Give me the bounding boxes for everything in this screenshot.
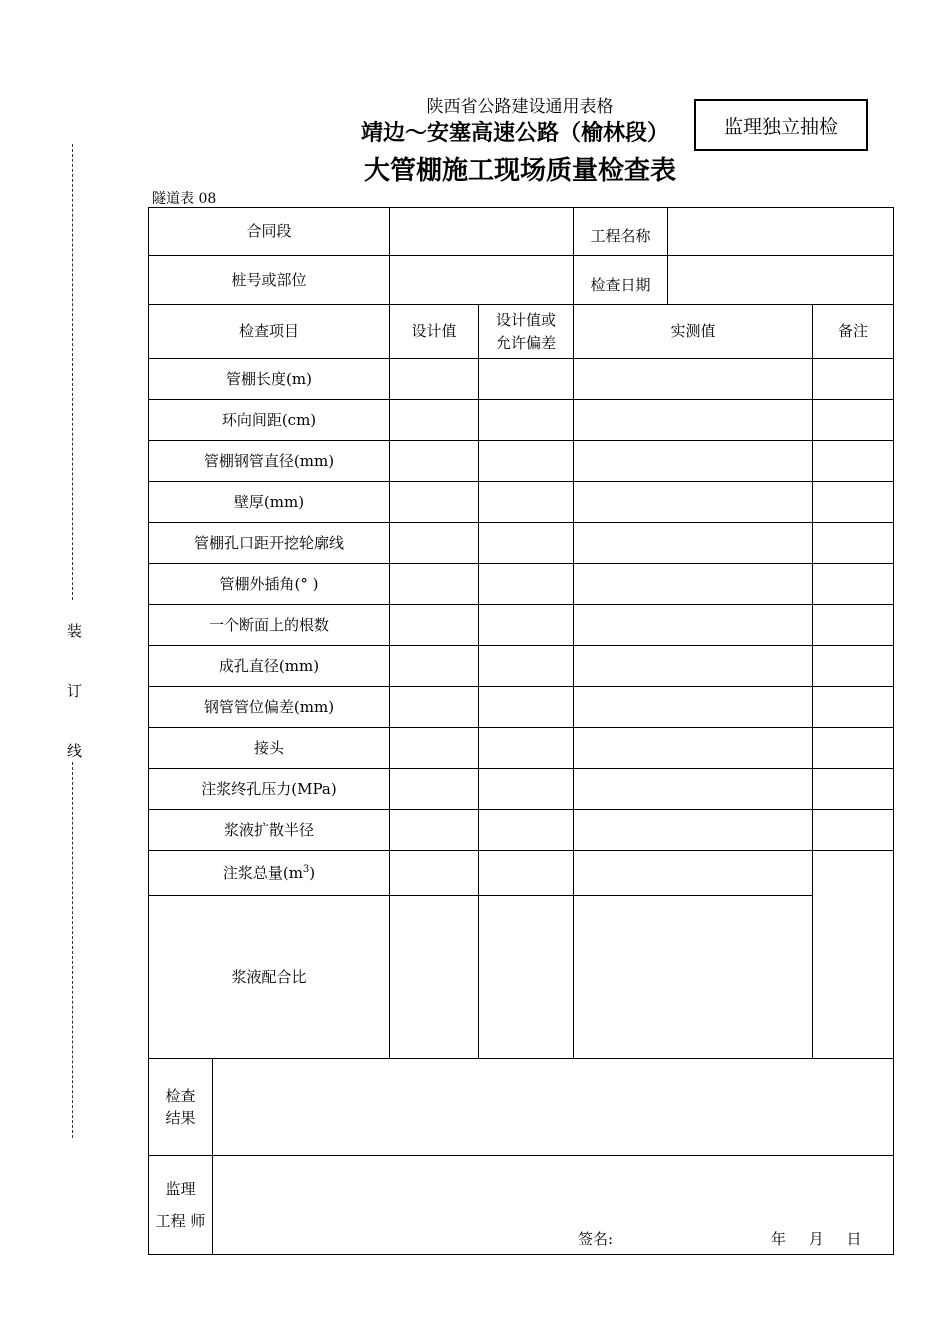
grout-volume-tail: ) (309, 863, 316, 882)
tolerance-cell[interactable] (479, 605, 574, 646)
tolerance-line-2: 允许偏差 (496, 333, 557, 352)
design-value-cell[interactable] (390, 810, 479, 851)
form-number: 隧道表 08 (152, 191, 217, 207)
supervision-stamp: 监理独立抽检 (694, 99, 868, 151)
table-row (149, 810, 894, 851)
item-label: 管棚孔口距开挖轮廓线 (149, 523, 390, 564)
design-value-cell[interactable] (390, 605, 479, 646)
grout-volume-row (149, 851, 894, 896)
measured-cell[interactable] (574, 482, 813, 523)
form-title: 大管棚施工现场质量检查表 (363, 156, 676, 186)
form-issuer: 陕西省公路建设通用表格 (426, 97, 614, 117)
tolerance-cell[interactable] (479, 523, 574, 564)
result-label (149, 1059, 213, 1156)
table-row (149, 728, 894, 769)
table-row (149, 523, 894, 564)
signature-label: 签名: (578, 1229, 614, 1248)
station-field[interactable] (390, 256, 574, 305)
item-label: 环向间距(cm) (149, 400, 390, 441)
item-label: 注浆终孔压力(MPa) (149, 769, 390, 810)
grout-ratio-label: 浆液配合比 (149, 896, 390, 1059)
tolerance-cell[interactable] (479, 482, 574, 523)
table-row (149, 400, 894, 441)
remarks-cell[interactable] (813, 769, 894, 810)
measured-cell[interactable] (574, 359, 813, 400)
binding-char-2: 订 (67, 682, 83, 700)
remarks-cell[interactable] (813, 400, 894, 441)
contract-section-field[interactable] (390, 208, 574, 256)
inspection-table (148, 207, 894, 1255)
remarks-cell[interactable] (813, 605, 894, 646)
binding-char-1: 装 (67, 622, 83, 640)
remarks-cell[interactable] (813, 482, 894, 523)
measured-cell[interactable] (574, 810, 813, 851)
remarks-cell[interactable] (813, 646, 894, 687)
measured-cell[interactable] (574, 896, 813, 1059)
measured-cell[interactable] (574, 564, 813, 605)
grout-volume-sup: 3 (302, 863, 310, 875)
contract-row (149, 208, 894, 256)
col-item-header: 检查项目 (149, 305, 390, 359)
design-value-cell[interactable] (390, 400, 479, 441)
design-value-cell[interactable] (390, 896, 479, 1059)
project-name-label: 工程名称 (574, 208, 668, 255)
measured-cell[interactable] (574, 687, 813, 728)
column-header-row (149, 305, 894, 359)
project-name-field[interactable] (668, 208, 893, 255)
design-value-cell[interactable] (390, 441, 479, 482)
tolerance-cell[interactable] (479, 359, 574, 400)
supervisor-label-line-1: 监理 (165, 1179, 196, 1198)
measured-cell[interactable] (574, 605, 813, 646)
design-value-cell[interactable] (390, 769, 479, 810)
measured-cell[interactable] (574, 523, 813, 564)
measured-cell[interactable] (574, 851, 813, 896)
project-title: 靖边～安塞高速公路（榆林段） (360, 121, 669, 146)
measured-cell[interactable] (574, 646, 813, 687)
result-row (149, 1059, 894, 1156)
tolerance-cell[interactable] (479, 769, 574, 810)
grout-ratio-row (149, 896, 894, 1059)
measured-cell[interactable] (574, 441, 813, 482)
design-value-cell[interactable] (390, 482, 479, 523)
design-value-cell[interactable] (390, 523, 479, 564)
col-design-value-header: 设计值 (390, 305, 479, 359)
item-label: 一个断面上的根数 (149, 605, 390, 646)
supervisor-signature-area[interactable] (213, 1156, 894, 1255)
remarks-cell[interactable] (813, 564, 894, 605)
table-row (149, 359, 894, 400)
item-label: 浆液扩散半径 (149, 810, 390, 851)
table-row (149, 564, 894, 605)
tolerance-cell[interactable] (479, 441, 574, 482)
design-value-cell[interactable] (390, 687, 479, 728)
design-value-cell[interactable] (390, 359, 479, 400)
tolerance-cell[interactable] (479, 851, 574, 896)
measured-cell[interactable] (574, 400, 813, 441)
tolerance-cell[interactable] (479, 646, 574, 687)
measured-cell[interactable] (574, 728, 813, 769)
tolerance-cell[interactable] (479, 687, 574, 728)
remarks-cell[interactable] (813, 359, 894, 400)
binding-line-top (72, 144, 73, 600)
item-label: 钢管管位偏差(mm) (149, 687, 390, 728)
tolerance-cell[interactable] (479, 400, 574, 441)
tolerance-cell[interactable] (479, 728, 574, 769)
grout-volume-text: 注浆总量(m (222, 863, 303, 882)
item-label: 接头 (149, 728, 390, 769)
col-remarks-header: 备注 (813, 305, 894, 359)
item-label: 成孔直径(mm) (149, 646, 390, 687)
col-measured-header: 实测值 (574, 305, 813, 359)
supervisor-label-line-2: 工程 师 (155, 1212, 206, 1230)
col-tolerance-header (479, 305, 574, 359)
result-field[interactable] (213, 1059, 894, 1156)
check-date-field[interactable] (668, 256, 893, 304)
remarks-cell[interactable] (813, 687, 894, 728)
table-row (149, 769, 894, 810)
design-value-cell[interactable] (390, 564, 479, 605)
remarks-merged-cell[interactable] (813, 851, 894, 1059)
item-label: 管棚外插角(° ) (149, 564, 390, 605)
station-row (149, 256, 894, 305)
supervisor-label (149, 1156, 213, 1255)
contract-section-label: 合同段 (149, 208, 390, 256)
table-row (149, 605, 894, 646)
design-value-cell[interactable] (390, 728, 479, 769)
supervisor-row (149, 1156, 894, 1255)
tolerance-cell[interactable] (479, 564, 574, 605)
grout-volume-label (149, 851, 390, 896)
binding-line-bottom (72, 762, 73, 1138)
remarks-cell[interactable] (813, 441, 894, 482)
check-date-label: 检查日期 (574, 256, 668, 304)
result-label-line-2: 结果 (165, 1109, 196, 1127)
station-label: 桩号或部位 (149, 256, 390, 305)
table-row (149, 482, 894, 523)
table-row (149, 646, 894, 687)
table-row (149, 441, 894, 482)
signature-date: 年 月 日 (771, 1229, 862, 1248)
table-row (149, 687, 894, 728)
item-label: 管棚长度(m) (149, 359, 390, 400)
remarks-cell[interactable] (813, 728, 894, 769)
remarks-cell[interactable] (813, 523, 894, 564)
item-label: 管棚钢管直径(mm) (149, 441, 390, 482)
item-label: 壁厚(mm) (149, 482, 390, 523)
measured-cell[interactable] (574, 769, 813, 810)
binding-char-3: 线 (67, 742, 83, 760)
design-value-cell[interactable] (390, 851, 479, 896)
result-label-line-1: 检查 (165, 1086, 196, 1105)
tolerance-cell[interactable] (479, 810, 574, 851)
design-value-cell[interactable] (390, 646, 479, 687)
remarks-cell[interactable] (813, 810, 894, 851)
tolerance-line-1: 设计值或 (496, 311, 557, 329)
tolerance-cell[interactable] (479, 896, 574, 1059)
